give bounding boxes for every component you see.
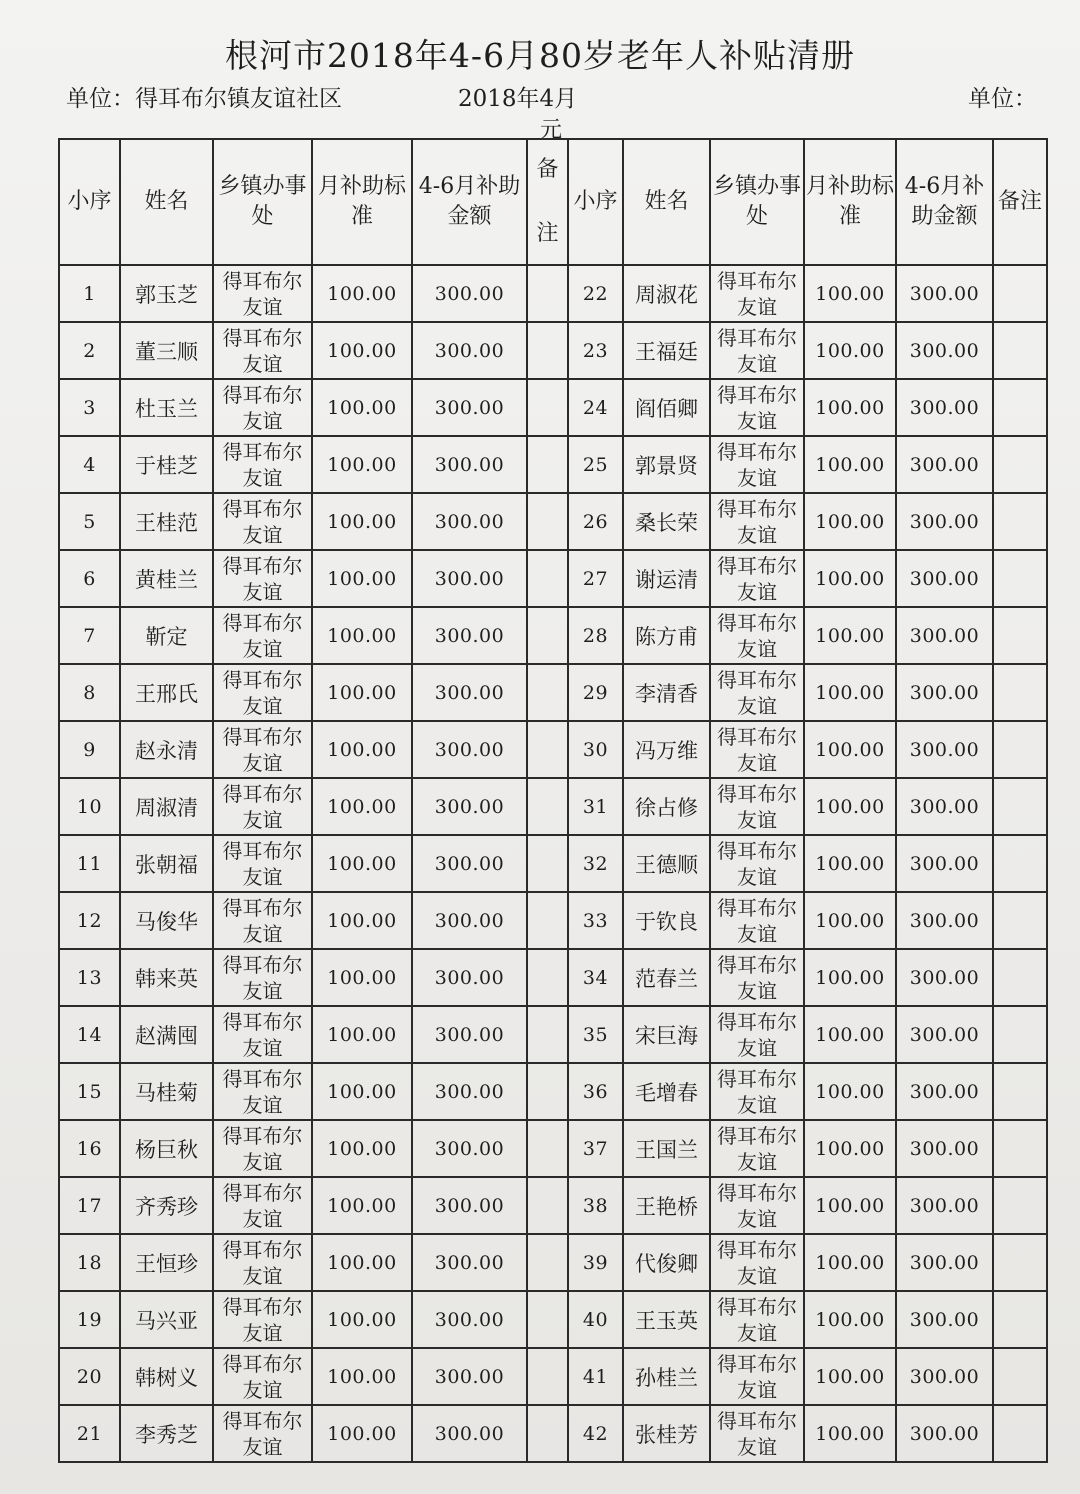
table-row <box>59 1006 1047 1063</box>
name-cell: 周淑清 <box>120 778 213 835</box>
name-cell: 董三顺 <box>120 322 213 379</box>
monthly-amount-cell: 100.00 <box>804 1348 896 1405</box>
office-cell: 得耳布尔友谊 <box>213 265 312 322</box>
seq-cell: 39 <box>568 1234 623 1291</box>
note-cell <box>993 607 1047 664</box>
monthly-amount-cell: 100.00 <box>312 949 412 1006</box>
currency-label: 元 <box>540 118 563 143</box>
office-cell: 得耳布尔友谊 <box>710 1063 804 1120</box>
note-cell <box>993 493 1047 550</box>
table-row <box>59 550 1047 607</box>
total-amount-cell: 300.00 <box>412 322 527 379</box>
total-amount-cell: 300.00 <box>412 664 527 721</box>
seq-cell: 40 <box>568 1291 623 1348</box>
total-amount-cell: 300.00 <box>412 721 527 778</box>
office-cell: 得耳布尔友谊 <box>213 1006 312 1063</box>
total-amount-cell: 300.00 <box>412 379 527 436</box>
table-row <box>59 892 1047 949</box>
seq-cell: 4 <box>59 436 120 493</box>
name-cell: 马桂菊 <box>120 1063 213 1120</box>
note-cell <box>527 1234 568 1291</box>
total-amount-cell: 300.00 <box>896 265 993 322</box>
monthly-amount-cell: 100.00 <box>804 607 896 664</box>
seq-cell: 32 <box>568 835 623 892</box>
name-cell: 李秀芝 <box>120 1405 213 1462</box>
note-cell <box>993 1291 1047 1348</box>
monthly-amount-cell: 100.00 <box>312 1405 412 1462</box>
seq-cell: 33 <box>568 892 623 949</box>
seq-cell: 38 <box>568 1177 623 1234</box>
seq-cell: 24 <box>568 379 623 436</box>
date-label: 2018年4月 <box>458 86 578 112</box>
total-amount-cell: 300.00 <box>896 607 993 664</box>
note-cell <box>527 778 568 835</box>
header-seq: 小序 <box>59 139 120 265</box>
monthly-amount-cell: 100.00 <box>804 265 896 322</box>
name-cell: 马俊华 <box>120 892 213 949</box>
name-cell: 于钦良 <box>623 892 710 949</box>
monthly-amount-cell: 100.00 <box>804 721 896 778</box>
office-cell: 得耳布尔友谊 <box>213 322 312 379</box>
name-cell: 代俊卿 <box>623 1234 710 1291</box>
office-cell: 得耳布尔友谊 <box>710 1006 804 1063</box>
total-amount-cell: 300.00 <box>412 949 527 1006</box>
office-cell: 得耳布尔友谊 <box>710 607 804 664</box>
office-cell: 得耳布尔友谊 <box>213 664 312 721</box>
table-row <box>59 265 1047 322</box>
name-cell: 王邢氏 <box>120 664 213 721</box>
name-cell: 徐占修 <box>623 778 710 835</box>
monthly-amount-cell: 100.00 <box>804 379 896 436</box>
subsidy-table <box>58 138 1048 1463</box>
name-cell: 黄桂兰 <box>120 550 213 607</box>
name-cell: 王恒珍 <box>120 1234 213 1291</box>
total-amount-cell: 300.00 <box>896 1348 993 1405</box>
name-cell: 张朝福 <box>120 835 213 892</box>
monthly-amount-cell: 100.00 <box>804 1120 896 1177</box>
total-amount-cell: 300.00 <box>412 436 527 493</box>
seq-cell: 28 <box>568 607 623 664</box>
seq-cell: 29 <box>568 664 623 721</box>
table-row <box>59 436 1047 493</box>
name-cell: 杜玉兰 <box>120 379 213 436</box>
name-cell: 周淑花 <box>623 265 710 322</box>
total-amount-cell: 300.00 <box>412 265 527 322</box>
name-cell: 于桂芝 <box>120 436 213 493</box>
name-cell: 王桂范 <box>120 493 213 550</box>
office-cell: 得耳布尔友谊 <box>213 1063 312 1120</box>
office-cell: 得耳布尔友谊 <box>213 1348 312 1405</box>
note-cell <box>993 721 1047 778</box>
total-amount-cell: 300.00 <box>412 607 527 664</box>
table-row <box>59 322 1047 379</box>
name-cell: 郭玉芝 <box>120 265 213 322</box>
seq-cell: 41 <box>568 1348 623 1405</box>
monthly-amount-cell: 100.00 <box>312 721 412 778</box>
name-cell: 王国兰 <box>623 1120 710 1177</box>
total-amount-cell: 300.00 <box>896 1291 993 1348</box>
office-cell: 得耳布尔友谊 <box>710 664 804 721</box>
monthly-amount-cell: 100.00 <box>312 493 412 550</box>
total-amount-cell: 300.00 <box>896 1120 993 1177</box>
seq-cell: 36 <box>568 1063 623 1120</box>
total-amount-cell: 300.00 <box>412 1348 527 1405</box>
table-row <box>59 949 1047 1006</box>
office-cell: 得耳布尔友谊 <box>213 1177 312 1234</box>
note-cell <box>527 1177 568 1234</box>
monthly-amount-cell: 100.00 <box>312 436 412 493</box>
seq-cell: 26 <box>568 493 623 550</box>
monthly-amount-cell: 100.00 <box>804 550 896 607</box>
table-row <box>59 664 1047 721</box>
monthly-amount-cell: 100.00 <box>804 1291 896 1348</box>
office-cell: 得耳布尔友谊 <box>710 1405 804 1462</box>
seq-cell: 42 <box>568 1405 623 1462</box>
header-total: 4-6月补助金额 <box>412 139 527 265</box>
seq-cell: 5 <box>59 493 120 550</box>
note-cell <box>993 778 1047 835</box>
office-cell: 得耳布尔友谊 <box>213 436 312 493</box>
header-name: 姓名 <box>623 139 710 265</box>
header-name: 姓名 <box>120 139 213 265</box>
total-amount-cell: 300.00 <box>412 1177 527 1234</box>
office-cell: 得耳布尔友谊 <box>710 550 804 607</box>
seq-cell: 15 <box>59 1063 120 1120</box>
monthly-amount-cell: 100.00 <box>804 322 896 379</box>
note-cell <box>993 664 1047 721</box>
name-cell: 王德顺 <box>623 835 710 892</box>
monthly-amount-cell: 100.00 <box>804 664 896 721</box>
office-cell: 得耳布尔友谊 <box>710 379 804 436</box>
seq-cell: 34 <box>568 949 623 1006</box>
total-amount-cell: 300.00 <box>412 1006 527 1063</box>
note-cell <box>527 1291 568 1348</box>
name-cell: 齐秀珍 <box>120 1177 213 1234</box>
monthly-amount-cell: 100.00 <box>312 664 412 721</box>
note-cell <box>527 607 568 664</box>
seq-cell: 12 <box>59 892 120 949</box>
seq-cell: 25 <box>568 436 623 493</box>
office-cell: 得耳布尔友谊 <box>710 1120 804 1177</box>
office-cell: 得耳布尔友谊 <box>213 892 312 949</box>
name-cell: 韩树义 <box>120 1348 213 1405</box>
table-row <box>59 493 1047 550</box>
name-cell: 谢运清 <box>623 550 710 607</box>
name-cell: 陈方甫 <box>623 607 710 664</box>
note-cell <box>527 1120 568 1177</box>
monthly-amount-cell: 100.00 <box>804 1177 896 1234</box>
monthly-amount-cell: 100.00 <box>312 1177 412 1234</box>
total-amount-cell: 300.00 <box>896 379 993 436</box>
name-cell: 郭景贤 <box>623 436 710 493</box>
office-cell: 得耳布尔友谊 <box>710 949 804 1006</box>
monthly-amount-cell: 100.00 <box>312 265 412 322</box>
header-monthly: 月补助标准 <box>804 139 896 265</box>
note-cell <box>527 949 568 1006</box>
total-amount-cell: 300.00 <box>412 493 527 550</box>
note-cell <box>527 1405 568 1462</box>
office-cell: 得耳布尔友谊 <box>213 1234 312 1291</box>
monthly-amount-cell: 100.00 <box>804 1063 896 1120</box>
table-row <box>59 1291 1047 1348</box>
table-row <box>59 835 1047 892</box>
note-cell <box>993 550 1047 607</box>
name-cell: 王玉英 <box>623 1291 710 1348</box>
office-cell: 得耳布尔友谊 <box>710 1348 804 1405</box>
table-row <box>59 721 1047 778</box>
note-cell <box>527 835 568 892</box>
monthly-amount-cell: 100.00 <box>804 949 896 1006</box>
office-cell: 得耳布尔友谊 <box>710 835 804 892</box>
unit-label-right: 单位： <box>968 86 1037 112</box>
total-amount-cell: 300.00 <box>896 892 993 949</box>
note-cell <box>993 436 1047 493</box>
name-cell: 桑长荣 <box>623 493 710 550</box>
total-amount-cell: 300.00 <box>896 550 993 607</box>
total-amount-cell: 300.00 <box>896 436 993 493</box>
note-cell <box>527 664 568 721</box>
monthly-amount-cell: 100.00 <box>312 1291 412 1348</box>
seq-cell: 21 <box>59 1405 120 1462</box>
total-amount-cell: 300.00 <box>896 778 993 835</box>
table-header-row <box>59 139 1047 265</box>
name-cell: 范春兰 <box>623 949 710 1006</box>
name-cell: 宋巨海 <box>623 1006 710 1063</box>
seq-cell: 13 <box>59 949 120 1006</box>
note-cell <box>527 892 568 949</box>
seq-cell: 1 <box>59 265 120 322</box>
office-cell: 得耳布尔友谊 <box>213 550 312 607</box>
office-cell: 得耳布尔友谊 <box>710 1177 804 1234</box>
total-amount-cell: 300.00 <box>896 721 993 778</box>
seq-cell: 27 <box>568 550 623 607</box>
note-cell <box>993 1177 1047 1234</box>
total-amount-cell: 300.00 <box>896 1006 993 1063</box>
name-cell: 冯万维 <box>623 721 710 778</box>
seq-cell: 22 <box>568 265 623 322</box>
seq-cell: 18 <box>59 1234 120 1291</box>
office-cell: 得耳布尔友谊 <box>213 949 312 1006</box>
name-cell: 阎佰卿 <box>623 379 710 436</box>
seq-cell: 23 <box>568 322 623 379</box>
total-amount-cell: 300.00 <box>896 493 993 550</box>
total-amount-cell: 300.00 <box>412 1063 527 1120</box>
total-amount-cell: 300.00 <box>412 1234 527 1291</box>
note-cell <box>993 1234 1047 1291</box>
monthly-amount-cell: 100.00 <box>312 379 412 436</box>
note-cell <box>993 835 1047 892</box>
office-cell: 得耳布尔友谊 <box>213 1120 312 1177</box>
office-cell: 得耳布尔友谊 <box>710 436 804 493</box>
seq-cell: 37 <box>568 1120 623 1177</box>
seq-cell: 30 <box>568 721 623 778</box>
note-cell <box>993 1063 1047 1120</box>
seq-cell: 35 <box>568 1006 623 1063</box>
monthly-amount-cell: 100.00 <box>312 835 412 892</box>
header-office: 乡镇办事处 <box>213 139 312 265</box>
total-amount-cell: 300.00 <box>412 1405 527 1462</box>
monthly-amount-cell: 100.00 <box>312 1063 412 1120</box>
total-amount-cell: 300.00 <box>896 1405 993 1462</box>
header-total: 4-6月补助金额 <box>896 139 993 265</box>
note-cell <box>993 379 1047 436</box>
table-row <box>59 1063 1047 1120</box>
table-row <box>59 1177 1047 1234</box>
total-amount-cell: 300.00 <box>896 322 993 379</box>
name-cell: 王福廷 <box>623 322 710 379</box>
seq-cell: 7 <box>59 607 120 664</box>
note-cell <box>993 949 1047 1006</box>
seq-cell: 16 <box>59 1120 120 1177</box>
table-row <box>59 1405 1047 1462</box>
note-cell <box>993 322 1047 379</box>
note-cell <box>993 1120 1047 1177</box>
seq-cell: 2 <box>59 322 120 379</box>
monthly-amount-cell: 100.00 <box>804 835 896 892</box>
total-amount-cell: 300.00 <box>896 835 993 892</box>
table-row <box>59 607 1047 664</box>
total-amount-cell: 300.00 <box>412 778 527 835</box>
note-cell <box>527 1063 568 1120</box>
office-cell: 得耳布尔友谊 <box>213 379 312 436</box>
header-note: 备 注 <box>527 139 568 265</box>
monthly-amount-cell: 100.00 <box>804 1006 896 1063</box>
total-amount-cell: 300.00 <box>412 835 527 892</box>
seq-cell: 17 <box>59 1177 120 1234</box>
office-cell: 得耳布尔友谊 <box>710 1234 804 1291</box>
office-cell: 得耳布尔友谊 <box>710 322 804 379</box>
note-cell <box>527 1006 568 1063</box>
monthly-amount-cell: 100.00 <box>312 1348 412 1405</box>
monthly-amount-cell: 100.00 <box>312 778 412 835</box>
name-cell: 张桂芳 <box>623 1405 710 1462</box>
note-cell <box>527 493 568 550</box>
office-cell: 得耳布尔友谊 <box>710 493 804 550</box>
seq-cell: 10 <box>59 778 120 835</box>
total-amount-cell: 300.00 <box>896 1177 993 1234</box>
name-cell: 靳定 <box>120 607 213 664</box>
header-note: 备注 <box>993 139 1047 265</box>
name-cell: 赵永清 <box>120 721 213 778</box>
seq-cell: 9 <box>59 721 120 778</box>
seq-cell: 31 <box>568 778 623 835</box>
monthly-amount-cell: 100.00 <box>312 1234 412 1291</box>
monthly-amount-cell: 100.00 <box>312 892 412 949</box>
unit-label: 单位：得耳布尔镇友谊社区 <box>66 86 342 112</box>
name-cell: 孙桂兰 <box>623 1348 710 1405</box>
note-cell <box>527 721 568 778</box>
office-cell: 得耳布尔友谊 <box>710 778 804 835</box>
header-office: 乡镇办事处 <box>710 139 804 265</box>
office-cell: 得耳布尔友谊 <box>213 721 312 778</box>
note-cell <box>993 1405 1047 1462</box>
monthly-amount-cell: 100.00 <box>312 607 412 664</box>
table-row <box>59 1348 1047 1405</box>
seq-cell: 20 <box>59 1348 120 1405</box>
monthly-amount-cell: 100.00 <box>804 493 896 550</box>
note-cell <box>993 1348 1047 1405</box>
office-cell: 得耳布尔友谊 <box>710 1291 804 1348</box>
monthly-amount-cell: 100.00 <box>804 892 896 949</box>
table-row <box>59 1120 1047 1177</box>
note-cell <box>993 1006 1047 1063</box>
seq-cell: 19 <box>59 1291 120 1348</box>
office-cell: 得耳布尔友谊 <box>710 892 804 949</box>
total-amount-cell: 300.00 <box>896 1234 993 1291</box>
total-amount-cell: 300.00 <box>412 1291 527 1348</box>
name-cell: 赵满囤 <box>120 1006 213 1063</box>
office-cell: 得耳布尔友谊 <box>710 721 804 778</box>
monthly-amount-cell: 100.00 <box>804 1405 896 1462</box>
name-cell: 王艳桥 <box>623 1177 710 1234</box>
table-row <box>59 379 1047 436</box>
note-cell <box>527 550 568 607</box>
header-monthly: 月补助标准 <box>312 139 412 265</box>
name-cell: 毛增春 <box>623 1063 710 1120</box>
office-cell: 得耳布尔友谊 <box>213 835 312 892</box>
name-cell: 韩来英 <box>120 949 213 1006</box>
note-cell <box>993 892 1047 949</box>
total-amount-cell: 300.00 <box>412 550 527 607</box>
monthly-amount-cell: 100.00 <box>804 436 896 493</box>
monthly-amount-cell: 100.00 <box>312 322 412 379</box>
name-cell: 李清香 <box>623 664 710 721</box>
office-cell: 得耳布尔友谊 <box>710 265 804 322</box>
monthly-amount-cell: 100.00 <box>312 1120 412 1177</box>
name-cell: 杨巨秋 <box>120 1120 213 1177</box>
total-amount-cell: 300.00 <box>896 1063 993 1120</box>
note-cell <box>527 322 568 379</box>
seq-cell: 8 <box>59 664 120 721</box>
seq-cell: 3 <box>59 379 120 436</box>
office-cell: 得耳布尔友谊 <box>213 778 312 835</box>
note-cell <box>527 379 568 436</box>
monthly-amount-cell: 100.00 <box>804 778 896 835</box>
seq-cell: 11 <box>59 835 120 892</box>
monthly-amount-cell: 100.00 <box>312 550 412 607</box>
office-cell: 得耳布尔友谊 <box>213 1405 312 1462</box>
total-amount-cell: 300.00 <box>896 664 993 721</box>
seq-cell: 14 <box>59 1006 120 1063</box>
seq-cell: 6 <box>59 550 120 607</box>
note-cell <box>527 265 568 322</box>
note-cell <box>527 436 568 493</box>
document-title: 根河市2018年4-6月80岁老年人补贴清册 <box>224 36 856 75</box>
name-cell: 马兴亚 <box>120 1291 213 1348</box>
total-amount-cell: 300.00 <box>412 892 527 949</box>
note-cell <box>527 1348 568 1405</box>
header-seq: 小序 <box>568 139 623 265</box>
office-cell: 得耳布尔友谊 <box>213 607 312 664</box>
table-row <box>59 1234 1047 1291</box>
table-row <box>59 778 1047 835</box>
total-amount-cell: 300.00 <box>896 949 993 1006</box>
monthly-amount-cell: 100.00 <box>312 1006 412 1063</box>
office-cell: 得耳布尔友谊 <box>213 493 312 550</box>
monthly-amount-cell: 100.00 <box>804 1234 896 1291</box>
office-cell: 得耳布尔友谊 <box>213 1291 312 1348</box>
note-cell <box>993 265 1047 322</box>
total-amount-cell: 300.00 <box>412 1120 527 1177</box>
